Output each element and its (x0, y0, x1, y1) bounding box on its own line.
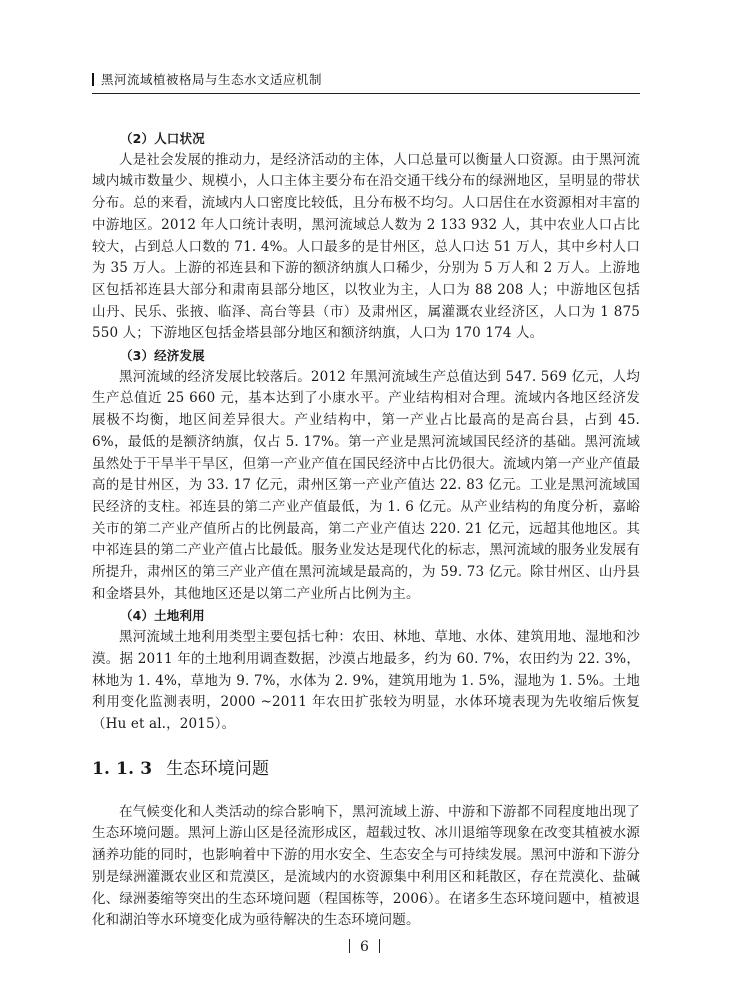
section-title (92, 756, 640, 782)
subheading-population: （2）人口状况 (120, 131, 205, 146)
running-title: 黑河流域植被格局与生态水文适应机制 (101, 72, 323, 87)
page-number-bar-right (379, 939, 381, 953)
subheading-economy: （3）经济发展 (120, 348, 205, 364)
paragraph-land-use: 黑河流域土地利用类型主要包括七种：农田、林地、草地、水体、建筑用地、湿地和沙漠。据 2011 年的土地利用调查数据，沙漠占地最多，约为 60. 7%，农田约为 22. 3%，林地为 1. 4%，草地为 9. 7%，水体为 2. 9%，建筑用地为 1. 5%，湿地为 1. 5%。土地利用变化监测表明，2000 ~2011 年农田扩张较为明显，水体环境表现为先收缩后恢复（Hu et al.，2015）。 (92, 629, 640, 732)
page-number-bar-left (349, 939, 351, 953)
subheading-land-use: （4）土地利用 (120, 608, 205, 624)
running-header (92, 70, 322, 88)
paragraph-eco-problems: 在气候变化和人类活动的综合影响下，黑河流域上游、中游和下游都不同程度地出现了生态环境问题。黑河上游山区是径流形成区，超载过牧、冰川退缩等现象在改变其植被水源涵养功能的同时，也影响着中下游的用水安全、生态安全与可持续发展。黑河中游和下游分别是绿洲灌溉农业区和荒漠区，是流域内的水资源集中利用区和耗散区，存在荒漠化、盐碱化、绿洲萎缩等突出的生态环境问题（程国栋等，2006）。在诸多生态环境问题中，植被退化和湖泊等水环境变化成为亟待解决的生态环境问题。 (92, 803, 640, 929)
page-footer (0, 939, 729, 955)
section-title-text: 生态环境问题 (166, 758, 270, 779)
section-number: 1. 1. 3 (92, 758, 153, 779)
header-bar (92, 73, 94, 86)
paragraph-economy: 黑河流域的经济发展比较落后。2012 年黑河流域生产总值达到 547. 569 亿元，人均生产总值近 25 660 元，基本达到了小康水平。产业结构相对合理。流域内各地区经济发展极不均衡，地区间差异很大。产业结构中，第一产业占比最高的是高台县，占到 45. 6%，最低的是额济纳旗，仅占 5. 17%。第一产业是黑河流域国民经济的基础。黑河流域虽然处于干旱半干旱区，但第一产业产值在国民经济中占比仍很大。流域内第一产业产值最高的是甘州区，为 33. 17 亿元，肃州区第一产业产值达 22. 83 亿元。工业是黑河流域国民经济的支柱。祁连县的第二产业产值最低，为 1. 6 亿元。从产业结构的角度分析，嘉峪关市的第二产业产值所占的比例最高，第二产业产值达 220. 21 亿元，远超其他地区。其中祁连县的第二产业产值占比最低。服务业发达是现代化的标志，黑河流域的服务业发展有所提升，肃州区的第三产业产值在黑河流域是最高的，为 59. 73 亿元。除甘州区、山丹县和金塔县外，其他地区还是以第二产业所占比例为主。 (92, 368, 640, 602)
page-number: 6 (360, 939, 369, 955)
paragraph-population: 人是社会发展的推动力，是经济活动的主体，人口总量可以衡量人口资源。由于黑河流域内城市数量少、规模小，人口主体主要分布在沿交通干线分布的绿洲地区，呈明显的带状分布。总的来看，流域内人口密度比较低，且分布极不均匀。人口居住在水资源相对丰富的中游地区。2012 年人口统计表明，黑河流域总人数为 2 133 932 人，其中农业人口占比较大，占到总人口数的 71. 4%。人口最多的是甘州区，总人口达 51 万人，其中乡村人口为 35 万人。上游的祁连县和下游的额济纳旗人口稀少，分别为 5 万人和 2 万人。上游地区包括祁连县大部分和肃南县部分地区，以牧业为主，人口为 88 208 人；中游地区包括山丹、民乐、张掖、临泽、高台等县（市）及肃州区，属灌溉农业经济区，人口为 1 875 550 人；下游地区包括金塔县部分地区和额济纳旗，人口为 170 174 人。 (92, 151, 640, 342)
page-body (92, 128, 640, 932)
header-rule (92, 93, 640, 94)
